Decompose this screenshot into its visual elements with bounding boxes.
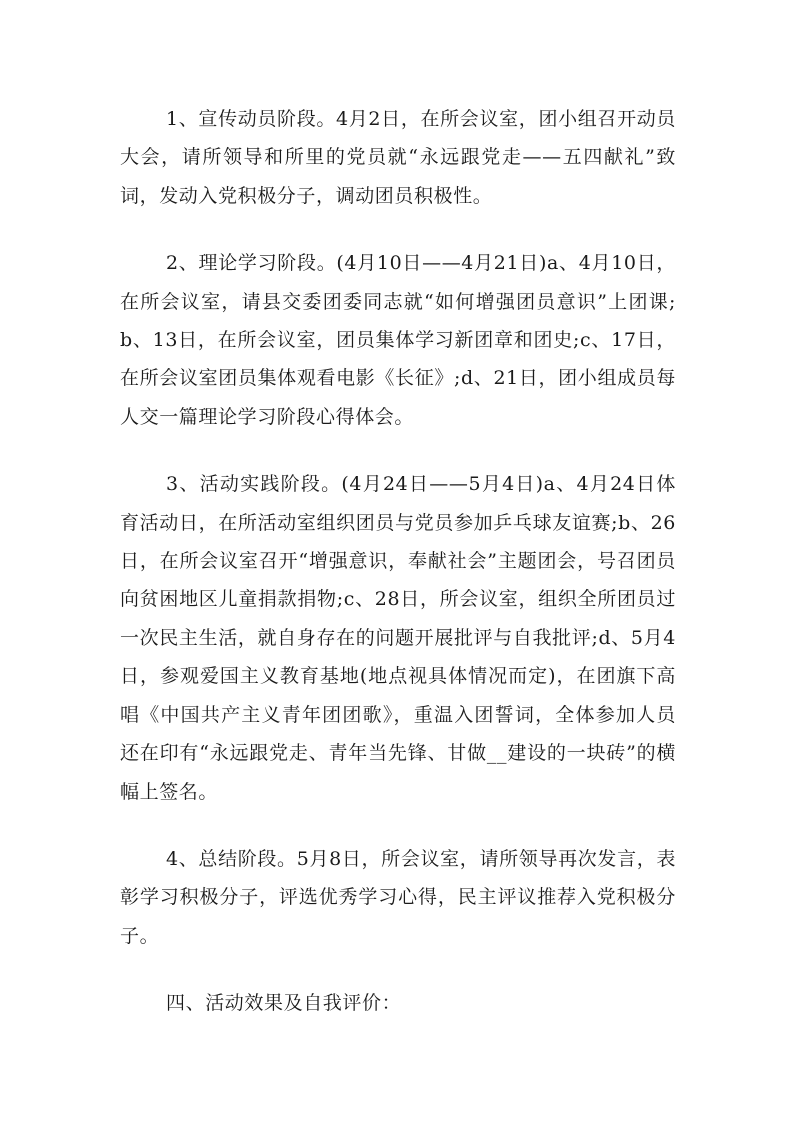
paragraph-stage-3: 3、活动实践阶段。(4月24日——5月4日)a、4月24日体育活动日，在所活动室组织团员与党员参加乒乓球友谊赛;b、26日，在所会议室召开“增强意识，奉献社会”主题团会，号召团员向贫困地区儿童捐款捐物;c、28日，所会议室，组织全所团员过一次民主生活，就自身存在的问题开展批评与自我批评;d、5月4日，参观爱国主义教育基地(地点视具体情况而定)，在团旗下高唱《中国共产主义青年团团歌》，重温入团誓词，全体参加人员还在印有“永远跟党走、青年当先锋、甘做__建设的一块砖”的横幅上签名。	[120, 473, 676, 803]
paragraph-stage-1: 1、宣传动员阶段。4月2日，在所会议室，团小组召开动员大会，请所领导和所里的党员就“永远跟党走——五四献礼”致词，发动入党积极分子，调动团员积极性。	[120, 108, 676, 207]
section-heading: 四、活动效果及自我评价：	[166, 992, 402, 1015]
document-page	[120, 100, 676, 1052]
paragraph-stage-4: 4、总结阶段。5月8日，所会议室，请所领导再次发言，表彰学习积极分子，评选优秀学习心得，民主评议推荐入党积极分子。	[120, 847, 676, 947]
paragraph-stage-2: 2、理论学习阶段。(4月10日——4月21日)a、4月10日，在所会议室，请县交委团委同志就“如何增强团员意识”上团课;b、13日，在所会议室，团员集体学习新团章和团史;c、17日，在所会议室团员集体观看电影《长征》;d、21日，团小组成员每人交一篇理论学习阶段心得体会。	[120, 252, 676, 428]
